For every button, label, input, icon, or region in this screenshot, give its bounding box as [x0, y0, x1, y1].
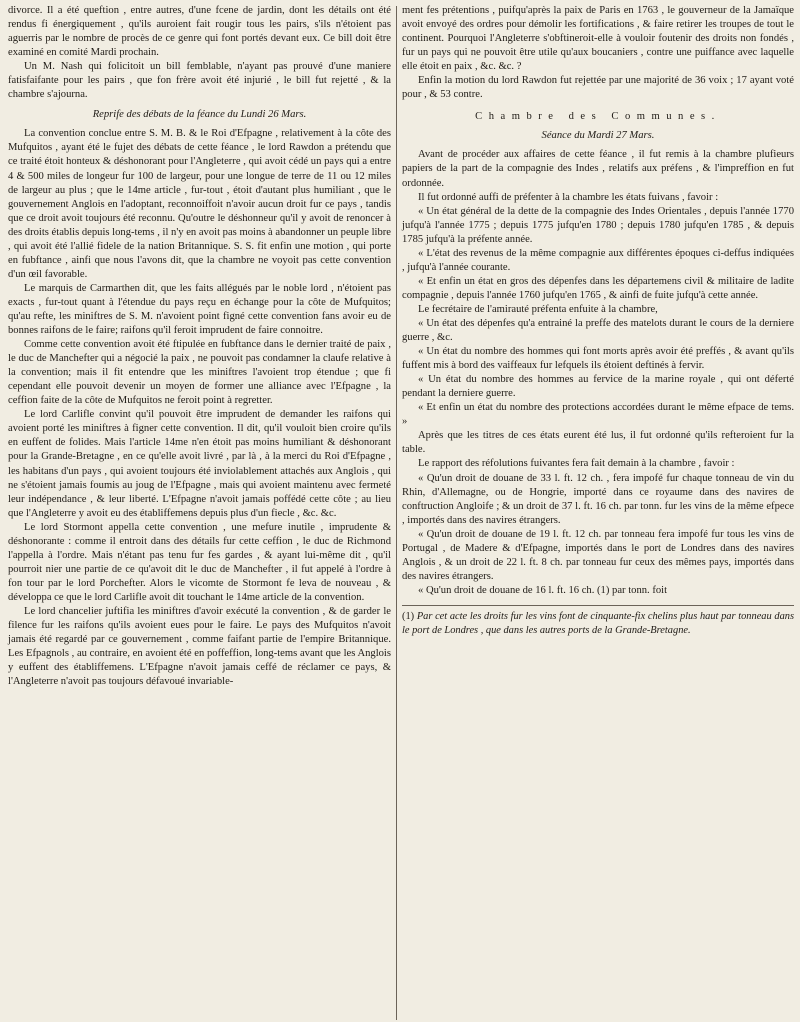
paragraph: « Et enfin un état du nombre des protections accordées durant le même efpace de tems. »: [402, 402, 794, 428]
right-column: [402, 4, 794, 1022]
paragraph: ment fes prétentions , puifqu'après la paix de Paris en 1763 , le gouverneur de la Jamaïque avoit envoyé des ordres pour démolir les fortifications , & faire retirer les troupes de tout le continent. Pourquoi l'Angleterre s'obftineroit-elle à vouloir foutenir des droits non fondés , fur un pays qui ne pouvoit être utile qu'aux boucaniers , contre une puiffance avec laquelle elle étoit en paix , &c. &c. ?: [402, 5, 794, 73]
paragraph: « L'état des revenus de la même compagnie aux différentes époques ci-deffus indiquées , jufqu'à l'année courante.: [402, 247, 794, 273]
paragraph: Avant de procéder aux affaires de cette féance , il fut remis à la chambre plufieurs papiers de la part de la compagnie des Indes , relatifs aux préfens , & l'impreffion en fut ordonnée.: [402, 149, 794, 189]
paragraph: Il fut ordonné auffi de préfenter à la chambre les états fuivans , favoir :: [418, 191, 719, 203]
left-column: [8, 4, 391, 1022]
paragraph: Comme cette convention avoit été ftipulée en fubftance dans le dernier traité de paix , le duc de Manchefter qui a négocié la paix , ne pouvoit pas condamner la claufe relative à la convention; mais il fit entendre que les miniftres l'avoient trop étendue ; que fi cependant elle pouvoit devenir un moyen de former une alliance avec l'Efpagne , la ceffion faite de la côte de Mufquitos ne feroit point à regretter.: [8, 339, 391, 407]
footnote: [402, 610, 794, 638]
paragraph: « Qu'un droit de douane de 33 l. ft. 12 ch. , fera impofé fur chaque tonneau de vin du Rhin, d'Allemagne, ou de Hongrie, importé dans ce royaume dans des navires de conftruction Angloife ; & un droit de 37 l. ft. 16 ch. par tonn. fur les vins de la même efpece , importés dans des navires étrangers.: [402, 472, 794, 526]
paragraph: divorce. Il a été queftion , entre autres, d'une fcene de jardin, dont les détails ont été rendus fi énergiquement , qu'ils auroient fait rougir tous les pairs, s'ils n'étoient pas aguerris par le nombre de procès de ce genre qui font portés devant eux. Ce bill doit être examiné en comité Mardi prochain.: [8, 5, 391, 59]
paragraph: Un M. Nash qui folicitoit un bill femblable, n'ayant pas prouvé d'une maniere fatisfaifante pour les pairs , que fon frère avoit été injurié , le bill fut rejetté , & la chambre s'ajourna.: [8, 61, 391, 101]
chamber-heading: Chambre des Communes.: [475, 111, 721, 123]
paragraph: « Et enfin un état en gros des dépenfes dans les départemens civil & militaire de ladite compagnie , depuis l'année 1760 jufqu'en 1765 , & ainfi de fuite jufqu'à cette année.: [402, 275, 794, 301]
paragraph: Après que les titres de ces états eurent été lus, il fut ordonné qu'ils refteroient fur la table.: [402, 430, 794, 456]
footnote-marker: (1): [402, 610, 415, 622]
paragraph: Le lord chancelier juftifia les miniftres d'avoir exécuté la convention , & de garder le filence fur les raifons qu'ils avoient eues pour le faire. Le pays des Mufquitos n'avoit jamais été regardé par ce gouvernement , comme faifant partie de l'empire Britannique. Les Efpagnols , au contraire, en avoient été en poffeffion, long-tems avant que les Anglois y euffent des établiffemens. L'Efpagne n'avoit jamais ceffé de réclamer ce pays, & l'Angleterre n'avoit pas toujours défavoué invariable-: [8, 605, 391, 688]
paragraph: Le marquis de Carmarthen dit, que les faits allégués par le noble lord , n'étoient pas exacts , fur-tout quant à l'étendue du pays reçu en échange pour la côte de Mufquitos; qu'au refte, les miniftres de S. M. n'avoient point figné cette convention fans avoir eu de bonnes raifons de le faire; raifons qu'il feroit imprudent de faire connoitre.: [8, 282, 391, 337]
paragraph: « Un état des dépenfes qu'a entrainé la preffe des matelots durant le cours de la derniere guerre , &c.: [402, 317, 794, 344]
section-heading: Reprife des débats de la féance du Lundi 26 Mars.: [92, 109, 307, 121]
paragraph: Le lord Stormont appella cette convention , une mefure inutile , imprudente & déshonorante : comme il entroit dans des détails fur cette ceffion , le duc de Richmond l'appella à l'ordre. Mais n'étant pas tenu fur fes gardes , & ayant lui-même dit , qu'il pourroit nier une partie de ce qu'avoit dit le duc de Manchefter , il fut appelé à l'ordre à fon tour par le lord Porchefter. Alors le vicomte de Stormont fe leva de nouveau , & développa ce que le lord Carlifle avoit dit touchant le 14me article de la convention.: [8, 521, 391, 603]
paragraph: La convention conclue entre S. M. B. & le Roi d'Efpagne , relativement à la côte des Mufquitos , ayant été le fujet des débats de cette féance , le lord Rawdon a prétendu que ce traité étoit honteux & déshonorant pour l'Angleterre , qui avoit cédé un pays qui a entre 4 & 500 miles de longeur fur 100 de largeur, pour une longue de terre de 11 ou 12 miles de largeur au plus ; que le 14me article , fur-tout , étoit d'autant plus humiliant , que le gouvernement Anglois en l'adoptant, reconnoiffoit n'avoir aucun droit fur ce pays , tandis que ce droit avoit toujours été reconnu. Qu'outre le déshonneur qu'il y avoit de renoncer à des droits établis depuis long-tems , il n'y en avoit pas moins à abandonner un peuple libre , qui avoit été l'allié fidele de la nation Britannique. S. S. fit enfin une motion , qui porte en fubftance , ainfi que nous l'avons dit, que la chambre ne voyoit pas cette convention d'un œil favorable.: [8, 128, 391, 280]
paragraph: « Un état du nombre des hommes qui font morts après avoir été preffés , & avant qu'ils fuffent mis à bord des vaiffeaux fur lefquels ils étoient deftinés à fervir.: [402, 346, 794, 372]
column-divider: [396, 6, 397, 1020]
footnote-text: Par cet acte les droits fur les vins font de cinquante-fix chelins plus haut par tonneau dans le port de Londres , que dans les autres ports de la Grande-Bretagne.: [402, 610, 794, 636]
paragraph: Le rapport des réfolutions fuivantes fera fait demain à la chambre , favoir :: [418, 458, 735, 470]
paragraph: « Qu'un droit de douane de 16 l. ft. 16 ch. (1) par tonn. foit: [418, 584, 668, 596]
paragraph: Enfin la motion du lord Rawdon fut rejettée par une majorité de 36 voix ; 17 ayant voté pour , & 53 contre.: [402, 75, 794, 101]
footnote-divider: [402, 605, 794, 606]
paragraph: Le fecrétaire de l'amirauté préfenta enfuite à la chambre,: [418, 303, 658, 315]
paragraph: Le lord Carlifle convint qu'il pouvoit être imprudent de demander les raifons qui avoient porté les miniftres à figner cette convention. Il dit, qu'il vouloit bien croire qu'ils en euffent de folides. Mais l'article 14me n'en étoit pas moins humiliant & déshonorant pour la Grande-Bretagne , en ce qu'elle avoit livré , par là , à la merci du Roi d'Efpagne , les habitans d'un pays , qui avoient toujours été inviolablement attachés aux Anglois , qui ne s'étoient jamais foumis au joug de l'Efpagne , mais qui avoient maintenu avec fermeté leur indépendance , & leur liberté. L'Efpagne n'avoit jamais poffédé cette côte ; au lieu que l'Angleterre y avoit eu des établiffemens depuis plus d'un fiecle , &c. &c.: [8, 409, 391, 519]
paragraph: « Un état du nombre des hommes au fervice de la marine royale , qui ont déferté pendant la derniere guerre.: [402, 374, 794, 400]
paragraph: « Un état général de la dette de la compagnie des Indes Orientales , depuis l'année 1770 jufqu'à l'année 1775 ; depuis 1775 jufqu'en 1780 ; depuis 1780 jufqu'en 1785 , & depuis 1785 jufqu'à la préfente année.: [402, 205, 794, 245]
paragraph: « Qu'un droit de douane de 19 l. ft. 12 ch. par tonneau fera impofé fur tous les vins de Portugal , de Madere & d'Efpagne, importés dans le port de Londres dans des navires Anglois , & un droit de 22 l. ft. 8 ch. par tonneau fur ceux des mêmes pays, importés dans des navires étrangers.: [402, 528, 794, 582]
session-heading: Séance du Mardi 27 Mars.: [541, 130, 655, 142]
